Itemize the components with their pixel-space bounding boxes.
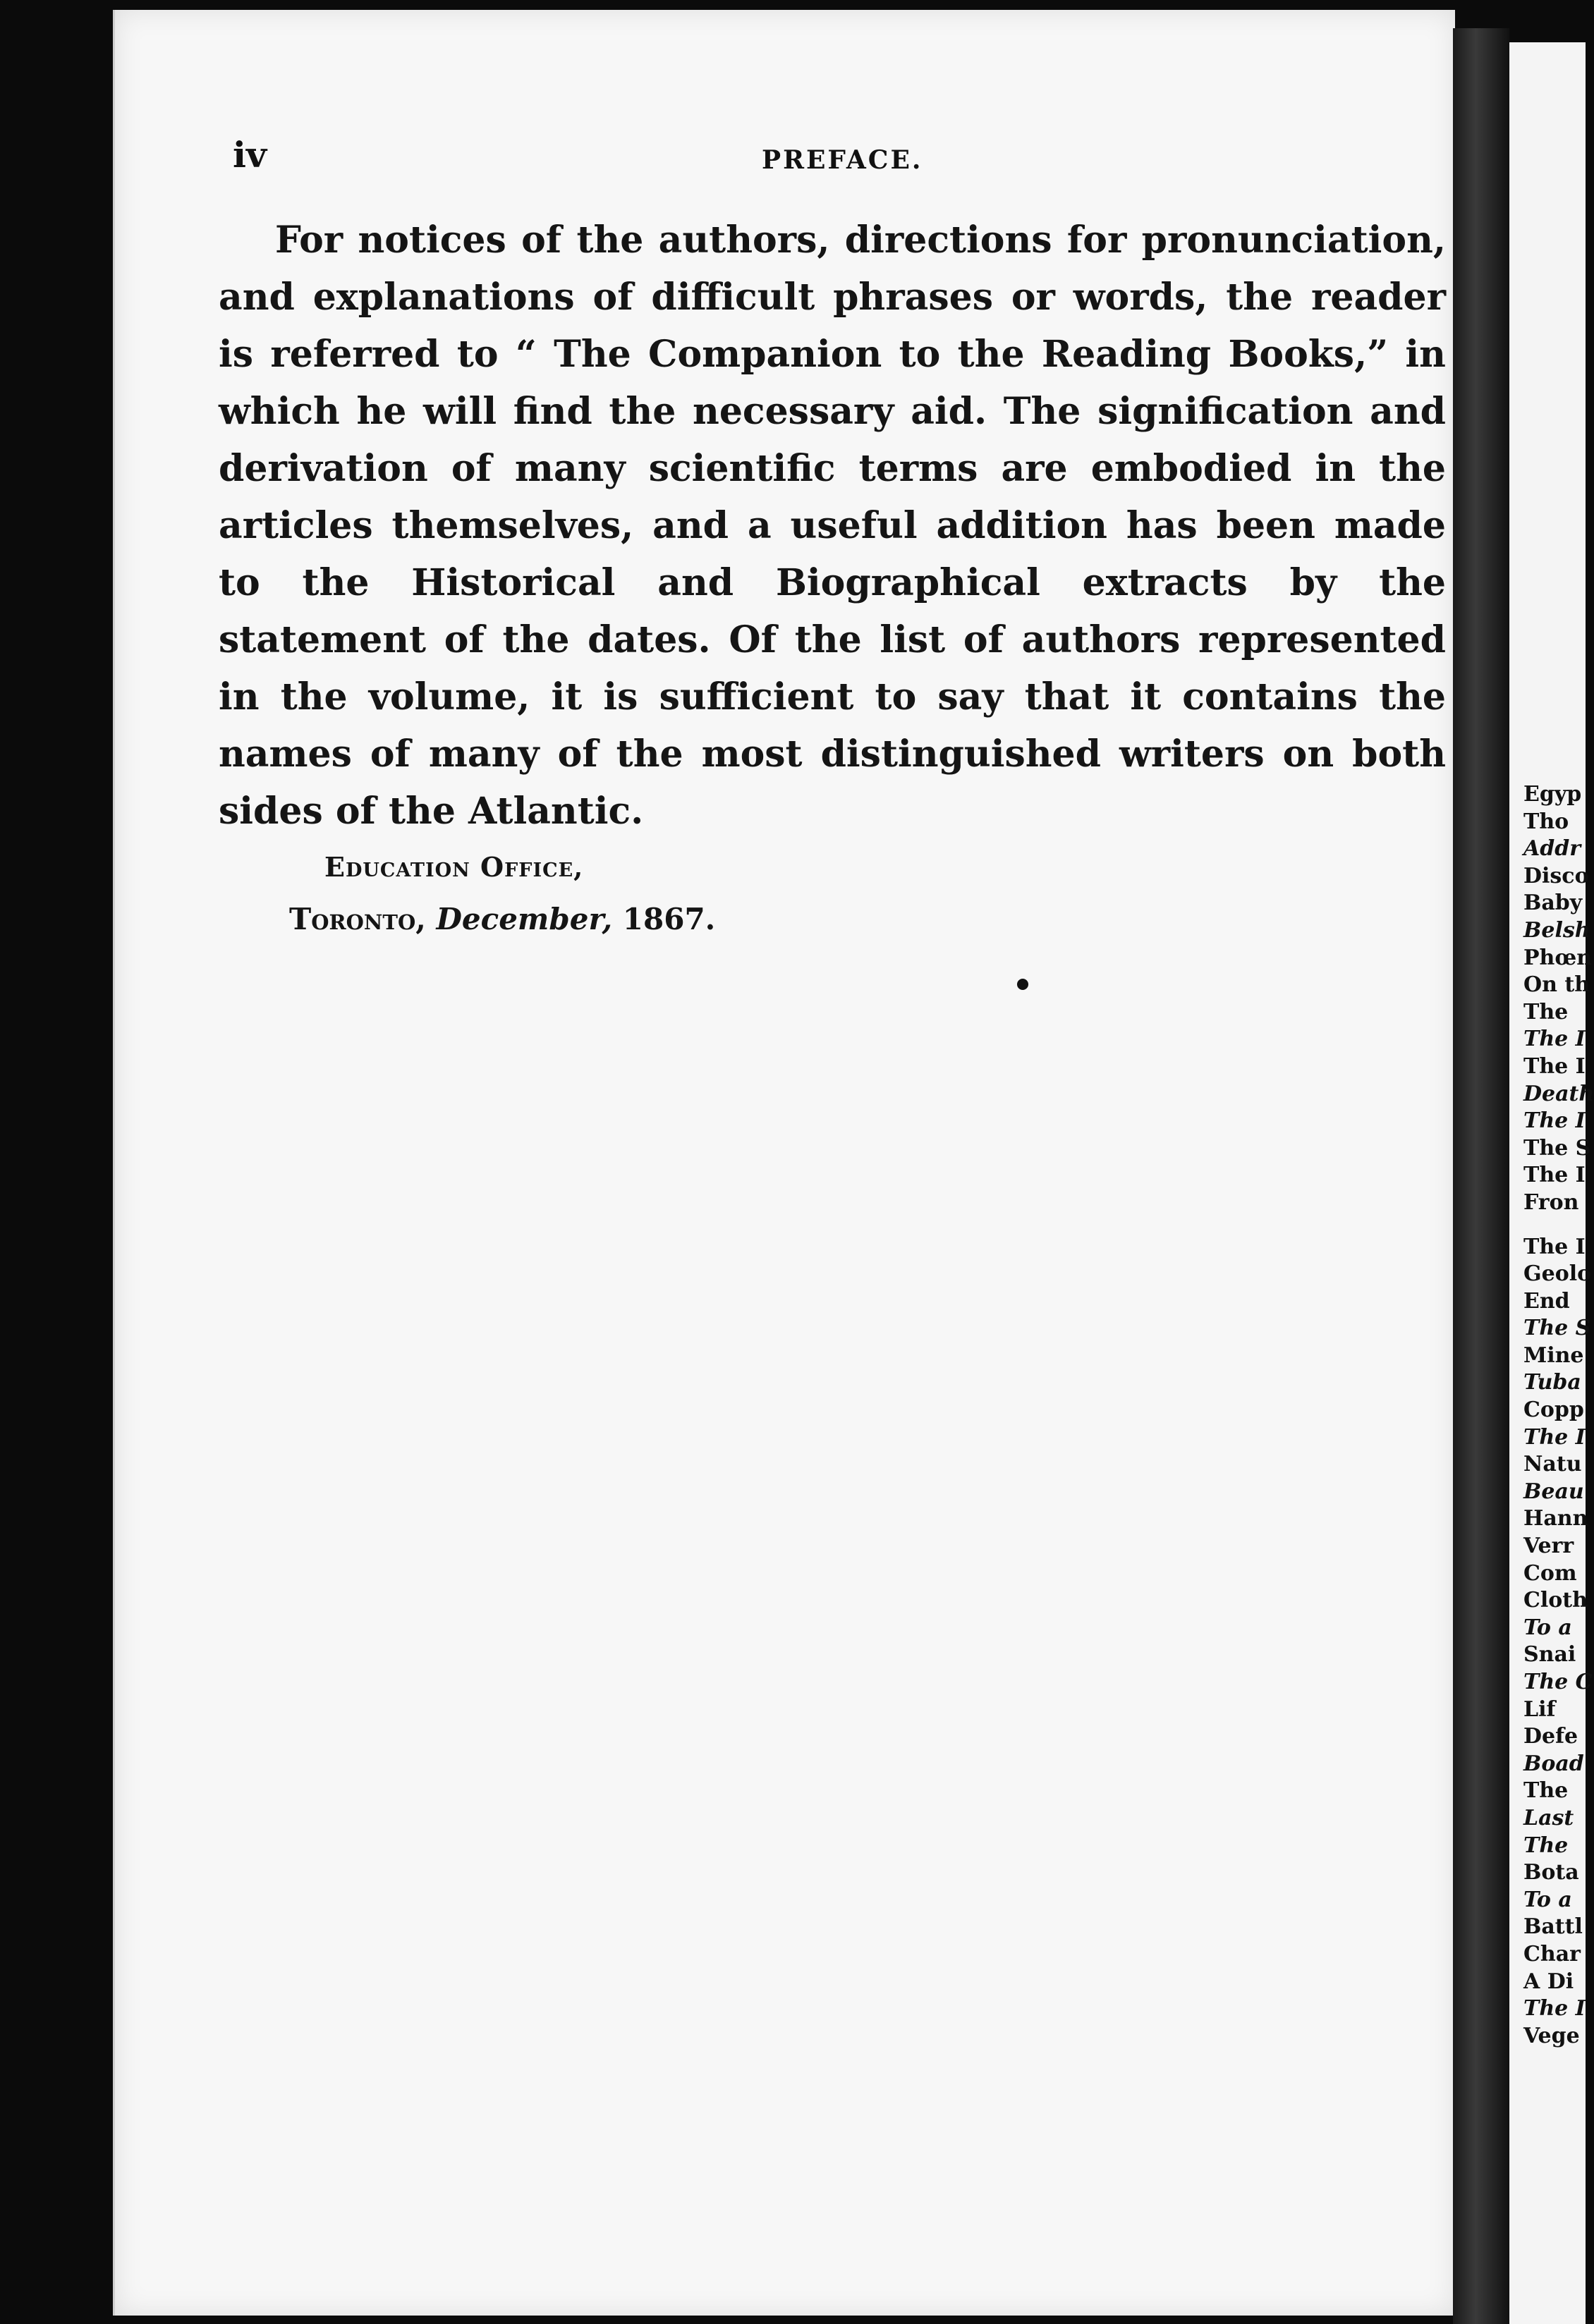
toc-fragment: Snai — [1523, 1642, 1576, 1668]
toc-fragment: End — [1523, 1288, 1570, 1314]
toc-fragment: A Di — [1523, 1969, 1574, 1994]
toc-fragment: Lif — [1523, 1696, 1556, 1722]
toc-fragment: Phœn — [1523, 945, 1593, 970]
toc-fragment: Tuba — [1523, 1370, 1581, 1395]
toc-fragment: The I — [1523, 1027, 1586, 1052]
toc-fragment: The C — [1523, 1670, 1593, 1694]
toc-fragment: Mine — [1523, 1343, 1584, 1368]
toc-fragment: Egyp — [1523, 782, 1582, 807]
toc-fragment: The S — [1523, 1135, 1591, 1161]
toc-fragment: Addr — [1523, 836, 1581, 862]
toc-fragment: The — [1523, 1778, 1569, 1804]
signature-block — [289, 846, 750, 941]
toc-fragment: Beau — [1523, 1479, 1584, 1504]
toc-fragment: Fron — [1523, 1189, 1579, 1215]
toc-fragment: To a — [1523, 1887, 1572, 1912]
toc-fragment: The S — [1523, 1316, 1591, 1341]
toc-fragment: Vege — [1523, 2023, 1580, 2048]
signature-month: December, — [436, 902, 613, 936]
toc-fragment: Verr — [1523, 1534, 1574, 1559]
page-header — [233, 134, 1432, 176]
toc-fragment: On th — [1523, 972, 1590, 998]
toc-fragment-list — [1523, 781, 1594, 2050]
toc-fragment: Death — [1523, 1081, 1594, 1106]
signature-office: Education Office, — [324, 851, 584, 883]
toc-fragment: The — [1523, 999, 1569, 1025]
toc-fragment: Defe — [1523, 1724, 1578, 1749]
preface-paragraph: For notices of the authors, directions for pronunciation, and explanations of difficult phrases or words, the reader is referred to “ The Companion to the Reading Books,” in which he will find the necessary aid. The signification and derivation of many scientific terms are embodied in the articles themselves, and a useful addition has been made to the Historical and Biographical extracts by the statement of the dates. Of the list of authors represented in the volume, it is sufficient to say that it contains the names of many of the most distinguished writers on both sides of the Atlantic. — [219, 219, 1446, 833]
signature-place-date — [289, 898, 715, 941]
toc-fragment: Last — [1523, 1805, 1574, 1830]
toc-fragment: Geolo — [1523, 1261, 1592, 1287]
toc-fragment: Natu — [1523, 1452, 1582, 1477]
toc-fragment: Tho — [1523, 809, 1569, 834]
toc-fragment: Cloth — [1523, 1588, 1588, 1613]
toc-fragment: Baby — [1523, 891, 1583, 916]
right-page-sliver — [1509, 42, 1594, 2324]
toc-fragment: The I — [1523, 1163, 1586, 1188]
toc-fragment: Copp — [1523, 1398, 1584, 1423]
ink-speck — [1017, 979, 1028, 990]
signature-year: 1867. — [622, 902, 716, 936]
toc-fragment: The — [1523, 1833, 1569, 1858]
toc-fragment: Com — [1523, 1560, 1577, 1586]
toc-fragment: Bota — [1523, 1860, 1579, 1885]
running-head: PREFACE. — [762, 145, 923, 175]
toc-fragment: Belsh — [1523, 917, 1590, 943]
toc-fragment: The I — [1523, 1996, 1586, 2022]
toc-fragment: Char — [1523, 1941, 1581, 1967]
page-number: iv — [233, 134, 267, 176]
signature-city: Toronto, — [289, 902, 426, 936]
toc-fragment: To a — [1523, 1615, 1572, 1640]
toc-fragment: Disco — [1523, 863, 1589, 888]
toc-fragment: Boad — [1523, 1751, 1584, 1776]
toc-fragment: The I — [1523, 1108, 1586, 1134]
toc-fragment: The I — [1523, 1053, 1586, 1079]
toc-fragment: Hann — [1523, 1506, 1588, 1531]
binding-gutter — [1453, 28, 1509, 2324]
toc-fragment: The I — [1523, 1234, 1586, 1259]
toc-fragment: Battl — [1523, 1914, 1583, 1940]
toc-fragment: The I — [1523, 1424, 1586, 1450]
